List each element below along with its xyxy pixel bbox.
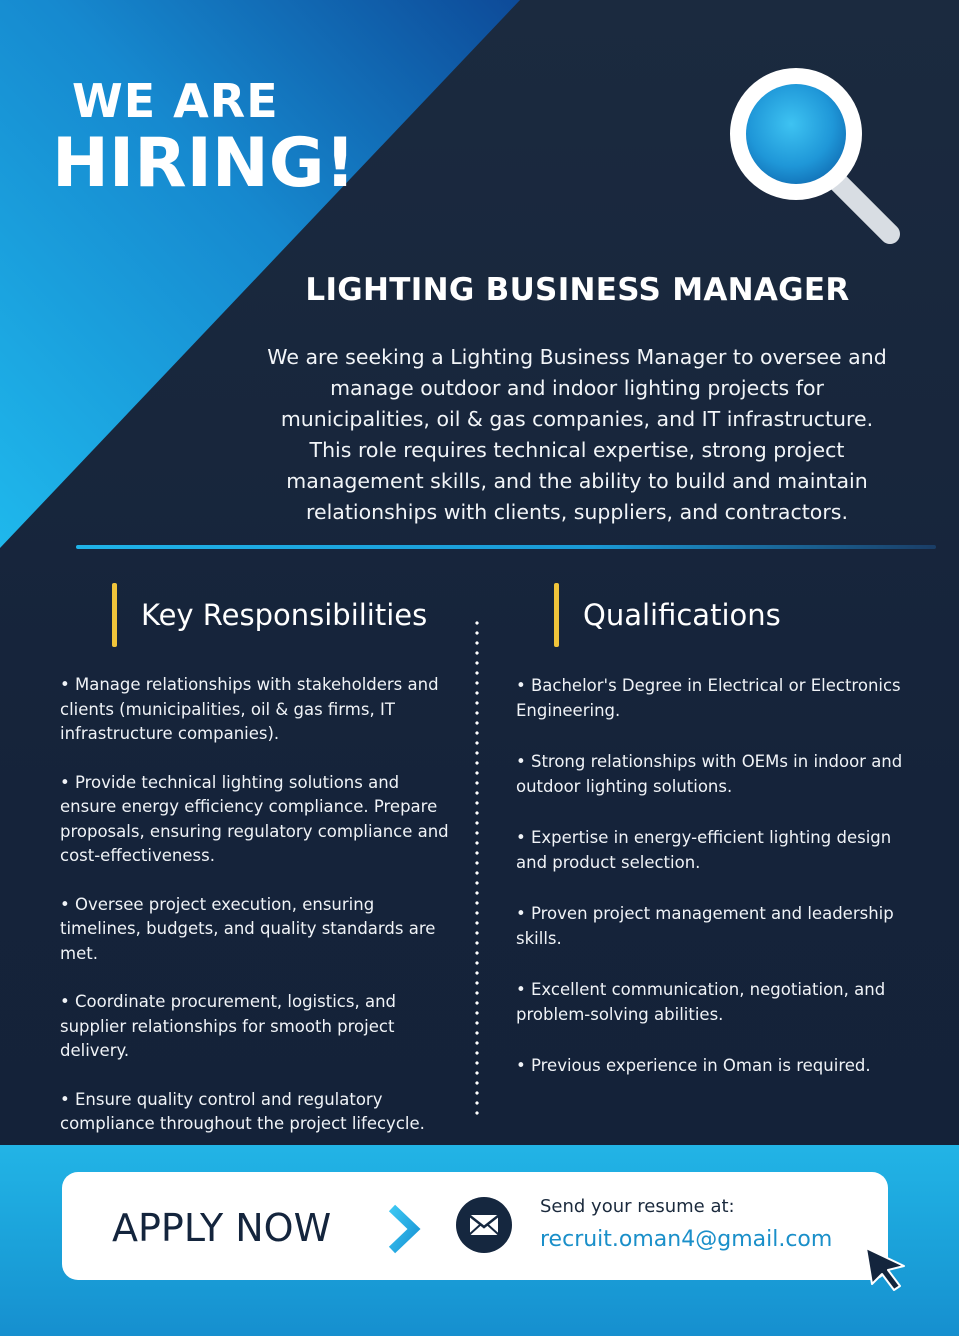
qualifications-heading-text: Qualifications (583, 598, 781, 632)
list-item: • Previous experience in Oman is required. (516, 1056, 871, 1075)
hiring-line-1: WE ARE (72, 74, 279, 128)
list-item: • Ensure quality control and regulatory compliance throughout the project lifecycle. (60, 1089, 425, 1133)
list-item: • Manage relationships with stakeholders and clients (municipalities, oil & gas firms, IT infrastructure companies). (60, 675, 439, 743)
responsibilities-list (60, 673, 458, 1161)
list-item: • Excellent communication, negotiation, and problem-solving abilities. (516, 980, 886, 1024)
qualifications-list (516, 674, 916, 1106)
envelope-icon (456, 1197, 512, 1253)
responsibilities-heading (112, 583, 427, 647)
apply-now-label[interactable]: APPLY NOW (112, 1206, 332, 1250)
qualifications-heading (554, 583, 781, 647)
mouse-pointer-icon (862, 1244, 912, 1294)
list-item: • Proven project management and leadership skills. (516, 904, 894, 948)
list-item: • Bachelor's Degree in Electrical or Electronics Engineering. (516, 676, 901, 720)
list-item: • Strong relationships with OEMs in indoor and outdoor lighting solutions. (516, 752, 903, 796)
chevron-right-icon (384, 1202, 424, 1256)
responsibilities-heading-text: Key Responsibilities (141, 598, 428, 632)
heading-accent-bar (554, 583, 559, 647)
list-item: • Oversee project execution, ensuring timelines, budgets, and quality standards are met. (60, 894, 436, 963)
hiring-headline (52, 74, 356, 203)
job-title: LIGHTING BUSINESS MANAGER (305, 272, 850, 308)
heading-accent-bar (112, 583, 117, 647)
dotted-column-divider (475, 618, 479, 1118)
job-description: We are seeking a Lighting Business Manager to oversee and manage outdoor and indoor lighting projects for municipalities, oil & gas companies, and IT infrastructure. This role requires technical expertise, strong project management skills, and the ability to build and maintain relationships with clients, suppliers, and contractors. (267, 345, 887, 524)
send-resume-label: Send your resume at: (540, 1196, 735, 1217)
list-item: • Provide technical lighting solutions and ensure energy efficiency compliance. Prepare proposals, ensuring regulatory compliance and cost-effectiveness. (60, 772, 449, 865)
apply-card[interactable] (62, 1172, 888, 1280)
list-item: • Expertise in energy-efficient lighting design and product selection. (516, 828, 892, 872)
section-divider (76, 545, 936, 549)
list-item: • Coordinate procurement, logistics, and supplier relationships for smooth project delivery. (60, 992, 396, 1060)
magnifying-glass-icon (718, 62, 918, 262)
email-link[interactable]: recruit.oman4@gmail.com (540, 1227, 833, 1252)
hiring-line-2: HIRING! (52, 124, 356, 203)
